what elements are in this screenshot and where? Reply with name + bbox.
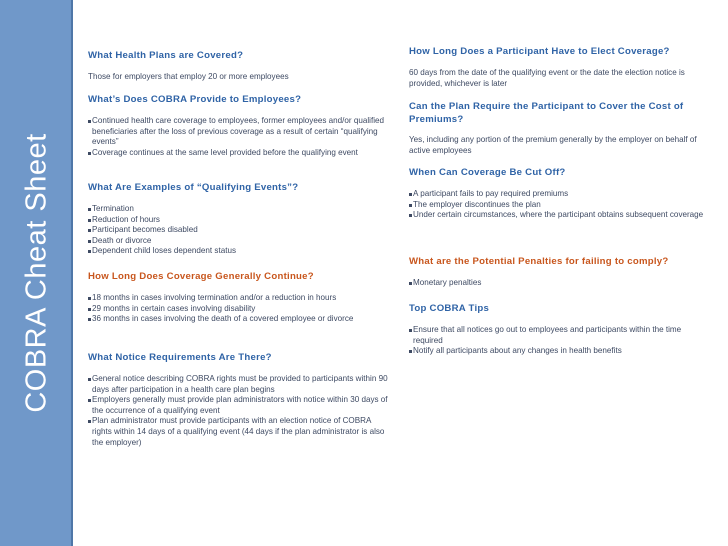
section-premium-cost — [409, 100, 709, 156]
list-item: Plan administrator must provide participants with an election notice of COBRA rights within 14 days of a qualifying event (44 days if the plan administrator is also the employer) — [88, 416, 388, 448]
list-item: 18 months in cases involving termination and/or a reduction in hours — [88, 293, 388, 304]
sidebar-title: COBRA Cheat Sheet — [20, 133, 53, 413]
bullet-list — [88, 293, 388, 325]
list-item: Notify all participants about any changes in health benefits — [409, 346, 709, 357]
section-cobra-provides — [88, 93, 388, 158]
section-heading: When Can Coverage Be Cut Off? — [409, 167, 566, 178]
bullet-list — [88, 204, 388, 257]
section-heading: What Health Plans are Covered? — [88, 50, 244, 61]
list-item: Dependent child loses dependent status — [88, 246, 388, 257]
section-text: Those for employers that employ 20 or more employees — [88, 72, 289, 81]
sidebar — [0, 0, 73, 546]
list-item: Reduction of hours — [88, 215, 388, 226]
section-notice-requirements — [88, 351, 388, 448]
list-item: Termination — [88, 204, 388, 215]
section-coverage-cutoff — [409, 166, 709, 221]
bullet-list — [88, 374, 388, 448]
section-heading: What are the Potential Penalties for failing to comply? — [409, 256, 669, 267]
section-coverage-duration — [88, 270, 388, 325]
bullet-list — [409, 278, 709, 289]
bullet-list — [409, 189, 709, 221]
list-item: General notice describing COBRA rights must be provided to participants within 90 days after participation in a health care plan begins — [88, 374, 388, 395]
section-heading: Can the Plan Require the Participant to Cover the Cost of Premiums? — [409, 101, 684, 125]
list-item: Employers generally must provide plan administrators with notice within 30 days of the occurrence of a qualifying event — [88, 395, 388, 416]
section-elect-coverage — [409, 45, 709, 89]
section-penalties — [409, 255, 709, 289]
list-item: 36 months in cases involving the death of a covered employee or divorce — [88, 314, 388, 325]
section-text: 60 days from the date of the qualifying event or the date the election notice is provided, whichever is later — [409, 68, 685, 88]
list-item: Monetary penalties — [409, 278, 709, 289]
section-text: Yes, including any portion of the premium generally by the employer on behalf of active employees — [409, 135, 697, 155]
list-item: Death or divorce — [88, 236, 388, 247]
section-heading: What Are Examples of “Qualifying Events”? — [88, 182, 299, 193]
section-heading: What’s Does COBRA Provide to Employees? — [88, 94, 302, 105]
bullet-list — [409, 325, 709, 357]
list-item: The employer discontinues the plan — [409, 200, 709, 211]
bullet-list — [88, 116, 388, 158]
list-item: Participant becomes disabled — [88, 225, 388, 236]
list-item: Under certain circumstances, where the participant obtains subsequent coverage — [409, 210, 709, 221]
list-item: A participant fails to pay required premiums — [409, 189, 709, 200]
list-item: Continued health care coverage to employees, former employees and/or qualified beneficiaries after the loss of previous coverage as a result of certain “qualifying events” — [88, 116, 388, 148]
section-health-plans — [88, 49, 388, 83]
list-item: Coverage continues at the same level provided before the qualifying event — [88, 148, 388, 159]
list-item: 29 months in certain cases involving disability — [88, 304, 388, 315]
section-heading: How Long Does a Participant Have to Elect Coverage? — [409, 46, 670, 57]
section-heading: How Long Does Coverage Generally Continue? — [88, 271, 314, 282]
section-heading: Top COBRA Tips — [409, 303, 490, 314]
section-top-tips — [409, 302, 709, 357]
section-heading: What Notice Requirements Are There? — [88, 352, 272, 363]
section-qualifying-events — [88, 181, 388, 257]
list-item: Ensure that all notices go out to employees and participants within the time required — [409, 325, 709, 346]
